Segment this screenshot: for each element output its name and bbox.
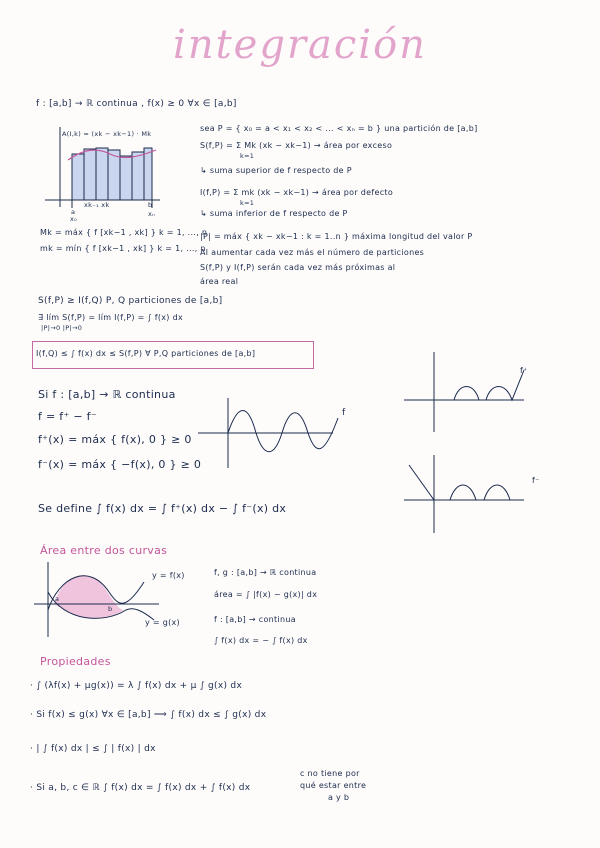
key-inequality: I(f,Q) ≤ ∫ f(x) dx ≤ S(f,P) ∀ P,Q particiones de [a,b] [36, 349, 256, 358]
area-condition: f, g : [a,b] → ℝ continua [214, 568, 317, 577]
Mk-def: Mk = máx { f [xk−1 , xk] } k = 1, ..., n [40, 228, 208, 237]
f-decomposition: f = f⁺ − f⁻ [38, 410, 97, 423]
properties-heading: Propiedades [40, 655, 111, 668]
note-line-1: Al aumentar cada vez más el número de particiones [200, 248, 425, 257]
fplus-def: f⁺(x) = máx { f(x), 0 } ≥ 0 [38, 433, 192, 446]
lower-sum-desc: ↳ suma inferior de f respecto de P [200, 209, 348, 218]
fminus-graph-label: f⁻ [532, 476, 540, 485]
limit-subscripts: |P|→0 |P|→0 [41, 324, 83, 332]
linearity-property: · ∫ (λf(x) + μg(x)) = λ ∫ f(x) dx + μ ∫ g(x) dx [30, 681, 243, 691]
area-b-label: b [108, 605, 113, 613]
mk-def: mk = mín { f [xk−1 , xk] } k = 1, ..., n [40, 244, 206, 253]
lower-sum-limit: k=1 [240, 199, 255, 207]
upper-sum-desc: ↳ suma superior de f respecto de P [200, 166, 352, 175]
rectangle-area-label: A(I,k) = (xk − xk−1) · Mk [62, 130, 152, 138]
wave-graph [198, 398, 358, 468]
g-curve-label: y = g(x) [145, 618, 180, 627]
fminus-def: f⁻(x) = máx { −f(x), 0 } ≥ 0 [38, 458, 202, 471]
norm-def: |P| = máx { xk − xk−1 : k = 1..n } máxima longitud del valor P [200, 232, 473, 241]
f-graph-label: f [342, 408, 346, 418]
page-title: integración [173, 22, 427, 68]
area-formula: área = ∫ |f(x) − g(x)| dx [214, 590, 318, 599]
fplus-graph-label: f⁺ [520, 366, 528, 375]
absolute-property: · | ∫ f(x) dx | ≤ ∫ | f(x) | dx [30, 744, 156, 754]
xk-label: xk₋₁ xk [84, 201, 110, 209]
partition-def: sea P = { x₀ = a < x₁ < x₂ < ... < xₙ = b } una partición de [a,b] [200, 124, 478, 133]
upper-sum: S(f,P) = Σ Mk (xk − xk−1) → área por exceso [200, 141, 393, 150]
reverse-limits: ∫ f(x) dx = − ∫ f(x) dx [214, 636, 308, 645]
xn-label: xₙ [148, 210, 156, 218]
monotonicity-property: · Si f(x) ≤ g(x) ∀x ∈ [a,b] ⟹ ∫ f(x) dx ≤ ∫ g(x) dx [30, 710, 267, 720]
definition-line: f : [a,b] → ℝ continua , f(x) ≥ 0 ∀x ∈ [a,b] [36, 99, 237, 109]
note-line-2: S(f,P) y I(f,P) serán cada vez más próximas al [200, 263, 396, 272]
a-label: a [71, 208, 76, 216]
limit-equality: ∃ lím S(f,P) = lím I(f,P) = ∫ f(x) dx [38, 313, 183, 322]
upper-sum-limit: k=1 [240, 152, 255, 160]
additivity-property: · Si a, b, c ∈ ℝ ∫ f(x) dx = ∫ f(x) dx + ∫ f(x) dx [30, 783, 251, 793]
area-condition-2: f : [a,b] → continua [214, 615, 296, 624]
note-c-1: c no tiene por [300, 769, 360, 778]
area-a-label: a [55, 595, 60, 603]
note-c-3: a y b [328, 793, 350, 802]
x0-label: x₀ [70, 215, 78, 223]
area-heading: Área entre dos curvas [40, 544, 168, 557]
integral-definition: Se define ∫ f(x) dx = ∫ f⁺(x) dx − ∫ f⁻(x) dx [38, 502, 287, 515]
lower-sum: I(f,P) = Σ mk (xk − xk−1) → área por defecto [200, 188, 394, 197]
note-c-2: qué estar entre [300, 781, 367, 790]
si-continua: Si f : [a,b] → ℝ continua [38, 388, 176, 401]
b-label: b [148, 201, 153, 209]
fminus-graph [404, 455, 534, 535]
fplus-graph [404, 352, 534, 432]
f-curve-label: y = f(x) [152, 571, 185, 580]
note-line-3: área real [200, 277, 239, 286]
sum-inequality: S(f,P) ≥ I(f,Q) P, Q particiones de [a,b] [38, 296, 223, 306]
